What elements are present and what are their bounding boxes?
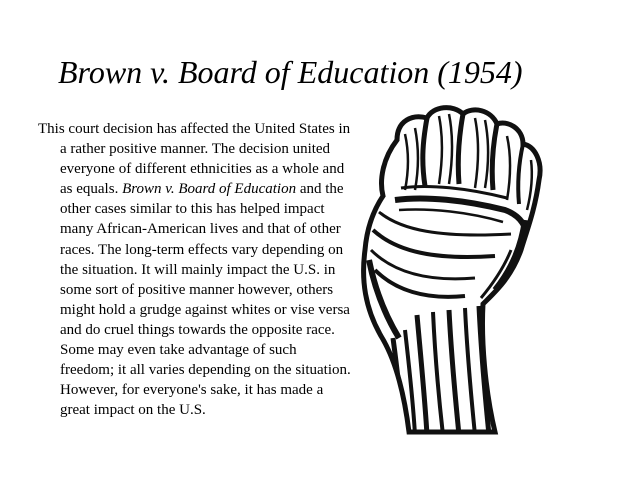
paragraph-text-2: and the other cases similar to this has helped impact many African-American lives and that of other races. The long-term effects vary depending on the situation. It will mainly impact the U.S. in some sort of positive manner however, others might hold a grudge against whites or vise versa and do cruel things towards the opposite race. Some may even take advantage of such freedom; it all varies depending on the situation. However, for everyone's sake, it has made a great impact on the U.S.: [60, 181, 351, 419]
slide-title: Brown v. Board of Education (1954): [58, 54, 523, 90]
raised-fist-image: [335, 100, 553, 435]
body-paragraph: [38, 119, 352, 420]
paragraph-text-1: This court decision has affected the United States in a rather positive manner. The decision united everyone of different ethnicities as a whole and as equals.: [38, 121, 351, 198]
case-name-italic: Brown v. Board of Education: [122, 181, 297, 198]
